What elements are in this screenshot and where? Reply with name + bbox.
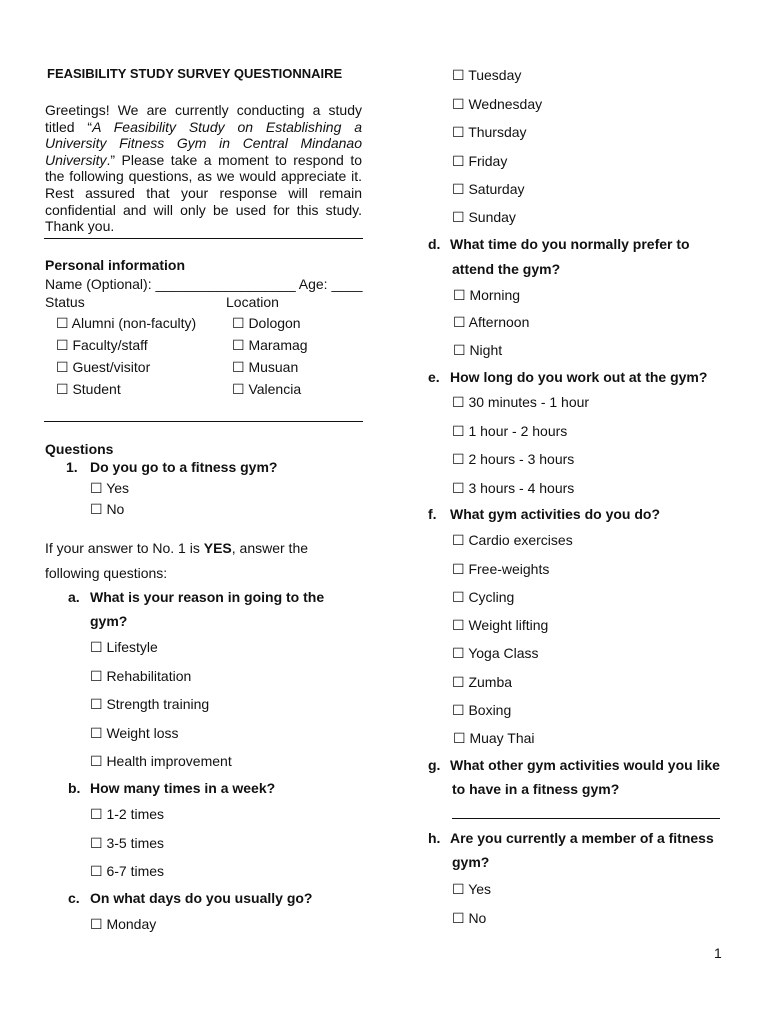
question-g-line2: to have in a fitness gym? [452,781,620,797]
question-h-line2: gym? [452,854,490,870]
qa-option-health[interactable]: ☐ Health improvement [90,753,232,769]
divider-bottom [44,421,363,422]
q1-option-no[interactable]: ☐ No [90,501,125,517]
qf-option-weight-lifting[interactable]: ☐ Weight lifting [452,617,549,633]
intro-text-after: .” Please take a moment to respond to the following questions, as we would appreciate it. Rest assured that your response will remain confidential and will only be used for this study. Thank you. [45,151,362,235]
page-number: 1 [714,945,722,961]
qc-option-sunday[interactable]: ☐ Sunday [452,209,516,225]
qa-option-rehabilitation[interactable]: ☐ Rehabilitation [90,668,192,684]
question-e [428,369,707,385]
qd-option-night[interactable]: ☐ Night [453,342,503,358]
qg-answer-line[interactable] [452,818,720,819]
question-1 [66,459,277,475]
qa-option-lifestyle[interactable]: ☐ Lifestyle [90,639,158,655]
followup-before: If your answer to No. 1 is [45,540,204,556]
question-h [428,830,714,846]
question-b [68,780,275,796]
status-option-guest[interactable]: ☐ Guest/visitor [56,359,151,375]
question-b-text: How many times in a week? [90,780,276,796]
question-d-line1: What time do you normally prefer to [450,236,690,252]
location-label: Location [226,294,279,310]
question-c-letter: c. [68,890,80,906]
location-option-musuan[interactable]: ☐ Musuan [232,359,299,375]
qf-option-free-weights[interactable]: ☐ Free-weights [452,561,550,577]
question-d-line2: attend the gym? [452,261,561,277]
qe-option-3-4h[interactable]: ☐ 3 hours - 4 hours [452,480,575,496]
question-g [428,757,720,773]
study-title: A Feasibility Study on Establishing a University Fitness Gym in Central Mindanao University [45,118,362,168]
qd-option-morning[interactable]: ☐ Morning [453,287,521,303]
location-option-dologon[interactable]: ☐ Dologon [232,315,301,331]
question-f-letter: f. [428,506,437,522]
qc-option-friday[interactable]: ☐ Friday [452,153,508,169]
question-a-letter: a. [68,589,80,605]
followup-emph: YES [203,540,232,556]
questions-heading: Questions [45,441,114,457]
question-g-letter: g. [428,757,441,773]
status-option-faculty[interactable]: ☐ Faculty/staff [56,337,148,353]
question-1-text: Do you go to a fitness gym? [90,459,278,475]
question-1-number: 1. [66,459,78,475]
followup-instruction-line2: following questions: [45,565,168,581]
qb-option-3-5[interactable]: ☐ 3-5 times [90,835,165,851]
followup-after: , answer the [231,540,309,556]
location-option-maramag[interactable]: ☐ Maramag [232,337,308,353]
intro-text-before: Greetings! We are currently conducting a study titled “ [45,102,362,135]
qc-option-thursday[interactable]: ☐ Thursday [452,124,527,140]
question-a-line1: What is your reason in going to the [90,589,325,605]
status-option-alumni[interactable]: ☐ Alumni (non-faculty) [56,315,197,331]
question-d [428,236,690,252]
personal-info-heading: Personal information [45,257,186,273]
qf-option-cardio[interactable]: ☐ Cardio exercises [452,532,573,548]
location-option-valencia[interactable]: ☐ Valencia [232,381,302,397]
qf-option-cycling[interactable]: ☐ Cycling [452,589,515,605]
qe-option-1-2h[interactable]: ☐ 1 hour - 2 hours [452,423,568,439]
status-option-student[interactable]: ☐ Student [56,381,121,397]
name-age-line[interactable]: Name (Optional): __________________ Age: ____ [45,276,363,292]
qc-option-tuesday[interactable]: ☐ Tuesday [452,67,522,83]
question-f-text: What gym activities do you do? [450,506,661,522]
qd-option-afternoon[interactable]: ☐ Afternoon [453,314,530,330]
qa-option-weight-loss[interactable]: ☐ Weight loss [90,725,179,741]
question-d-letter: d. [428,236,441,252]
q1-option-yes[interactable]: ☐ Yes [90,480,130,496]
question-g-line1: What other gym activities would you like [450,757,720,773]
qe-option-2-3h[interactable]: ☐ 2 hours - 3 hours [452,451,575,467]
qa-option-strength[interactable]: ☐ Strength training [90,696,210,712]
qc-option-monday[interactable]: ☐ Monday [90,916,157,932]
qc-option-wednesday[interactable]: ☐ Wednesday [452,96,543,112]
question-h-letter: h. [428,830,441,846]
question-e-letter: e. [428,369,440,385]
qf-option-yoga[interactable]: ☐ Yoga Class [452,645,539,661]
qe-option-30min[interactable]: ☐ 30 minutes - 1 hour [452,394,590,410]
intro-paragraph [45,102,362,235]
question-a-line2: gym? [90,613,128,629]
question-e-text: How long do you work out at the gym? [450,369,708,385]
document-title: FEASIBILITY STUDY SURVEY QUESTIONNAIRE [47,66,343,81]
question-f [428,506,660,522]
qf-option-muay-thai[interactable]: ☐ Muay Thai [453,730,535,746]
status-label: Status [45,294,85,310]
followup-instruction-line1 [45,540,308,556]
question-h-line1: Are you currently a member of a fitness [450,830,714,846]
question-c-text: On what days do you usually go? [90,890,313,906]
qf-option-boxing[interactable]: ☐ Boxing [452,702,512,718]
question-b-letter: b. [68,780,81,796]
question-c [68,890,312,906]
divider-top [44,238,363,239]
qf-option-zumba[interactable]: ☐ Zumba [452,674,513,690]
qc-option-saturday[interactable]: ☐ Saturday [452,181,525,197]
qh-option-yes[interactable]: ☐ Yes [452,881,492,897]
qb-option-1-2[interactable]: ☐ 1-2 times [90,806,165,822]
question-a [68,589,324,605]
qh-option-no[interactable]: ☐ No [452,910,487,926]
qb-option-6-7[interactable]: ☐ 6-7 times [90,863,165,879]
